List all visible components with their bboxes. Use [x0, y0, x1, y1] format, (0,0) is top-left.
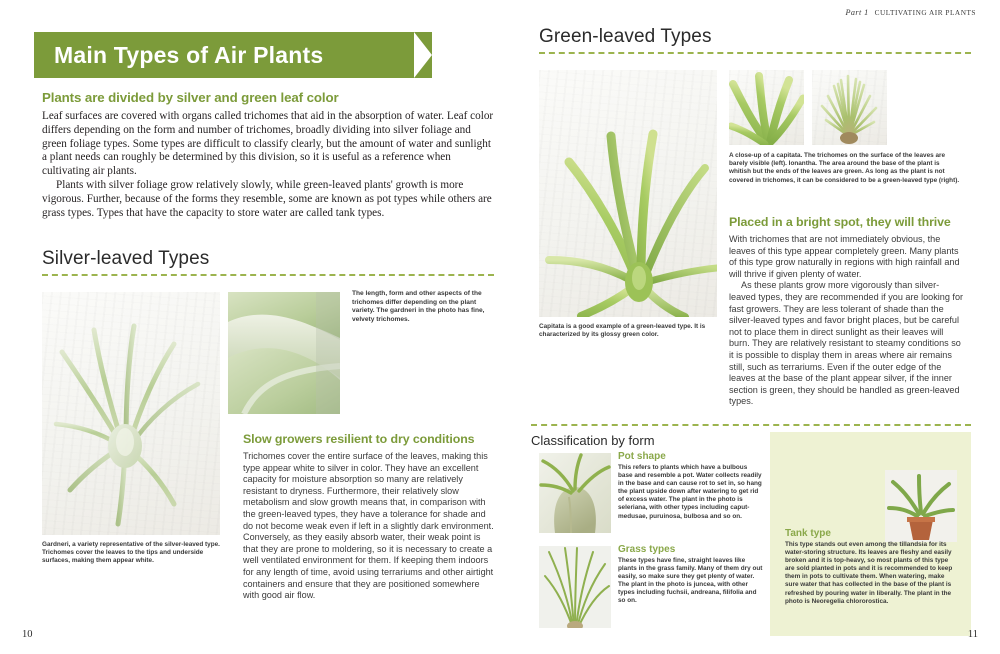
capitata-illustration	[729, 70, 804, 145]
grass-type-illustration	[539, 546, 611, 628]
page-number-right: 11	[967, 629, 978, 640]
silver-photo-caption: Gardneri, a variety representative of the silver-leaved type. Trichomes cover the leaves to the tips and underside surfaces, making them appear white.	[42, 541, 220, 565]
green-section-divider	[539, 52, 971, 54]
trichome-closeup-photo	[228, 292, 340, 414]
classification-title: Classification by form	[531, 433, 655, 448]
silver-section-header	[42, 248, 494, 276]
capitata-photo	[729, 70, 804, 145]
capitata-ionantha-caption: A close-up of a capitata. The trichomes on the surface of the leaves are barely visible (left). Ionantha. The area around the base of the plant is whitish but the ends of the leaves are green. As long as the plant is not covered in trichomes, it can be considered to be a green-leaved type (right).	[729, 152, 960, 184]
bright-spot-paragraph-2: As these plants grow more vigorously than silver-leaved types, they are recommended if you are looking for fast growers. They are less tolerant of shade than the silver-leaved types and favor bright places, but be careful not to place them in direct sunlight as their leaves will burn. They are relatively resistant to steamy conditions so it is possible to display them in areas where air remains still, such as terrariums. Even if the outer edge of the leaves at the base of the plant appear silver, if the inner section is green, they should be handled as green-leaved types.	[729, 280, 964, 407]
running-head	[845, 8, 976, 17]
intro-heading: Plants are divided by silver and green leaf color	[42, 90, 339, 105]
grass-types-heading: Grass types	[618, 544, 676, 555]
silver-plant-illustration	[42, 292, 220, 535]
green-section-header	[539, 26, 971, 54]
ionantha-illustration	[812, 70, 887, 145]
intro-paragraph-2: Plants with silver foliage grow relatively slowly, while green-leaved plants' growth is more vigorous. Further, because of the forms they resemble, some are known as pot types while others are grass types. Types that have the capacity to store water are called tank types.	[42, 178, 492, 219]
silver-section-divider	[42, 274, 494, 276]
form-pot-shape	[618, 451, 763, 521]
slow-growers-paragraph: Trichomes cover the entire surface of the leaves, making this type appear white to silver in color. They have an excellent capacity for moisture absorption so many are relatively resistant to dryness. Furthermore, their relatively slow metabolism and slow growth means that, in comparison with the green-leaved types, they have a tolerance for shade and do not become weak even if left in a slightly dark environment. Conversely, as they easily absorb water, their weak point is that they are prone to moldering, so it is necessary to create a well ventilated environment for them. If keeping them indoors for any length of time, avoid using terrariums and other airtight containers and ensure that they are positioned somewhere with good air flow.	[243, 451, 494, 601]
grass-type-photo	[539, 546, 611, 628]
chapter-title: Main Types of Air Plants	[54, 41, 324, 68]
intro-block	[42, 90, 494, 220]
banner-arrow-notch	[414, 32, 432, 78]
silver-plant-photo	[42, 292, 220, 535]
running-head-section: CULTIVATING AIR PLANTS	[874, 8, 976, 17]
bright-spot-paragraph-1: With trichomes that are not immediately obvious, the leaves of this type appear completely green. Many plants of this type grow naturally in regions with high rainfall and will thrive if given plenty of water.	[729, 234, 960, 279]
grass-types-text: These types have fine, straight leaves like plants in the grass family. Many of them dry out easily, so make sure they get plenty of water. The plant in the photo is juncea, with other types including fuchsii, andreana, filifolia and so on.	[618, 557, 763, 605]
bright-spot-block	[729, 215, 965, 408]
tank-type-heading: Tank type	[785, 528, 831, 539]
slow-growers-heading: Slow growers resilient to dry conditions	[243, 432, 475, 446]
trichome-note: The length, form and other aspects of the trichomes differ depending on the plant variety. The gardneri in the photo has fine, velvety trichomes.	[352, 290, 485, 323]
capitata-caption: Capitata is a good example of a green-leaved type. It is characterized by its glossy green color.	[539, 323, 706, 339]
slow-growers-block	[243, 432, 495, 602]
form-grass-types	[618, 544, 763, 606]
silver-section-title: Silver-leaved Types	[42, 248, 210, 269]
classification-divider	[531, 424, 971, 426]
pot-shape-heading: Pot shape	[618, 451, 666, 462]
form-tank-type	[785, 528, 955, 606]
green-plant-illustration	[539, 70, 717, 317]
bright-spot-heading: Placed in a bright spot, they will thrive	[729, 215, 951, 229]
running-head-part: Part 1	[845, 8, 869, 17]
chapter-banner	[34, 32, 414, 78]
pot-shape-photo	[539, 453, 611, 533]
green-section-title: Green-leaved Types	[539, 26, 712, 47]
trichome-illustration	[228, 292, 340, 414]
intro-paragraph-1: Leaf surfaces are covered with organs called trichomes that aid in the absorption of water. Leaf color differs depending on the form and number of trichomes, broadly dividing into silver foliage and green foliage types. Some types are difficult to classify clearly, but the amount of water and sunlight a plant needs can roughly be determined by this division, so it is useful as a reference when cultivating air plants.	[42, 110, 494, 178]
ionantha-photo	[812, 70, 887, 145]
green-plant-photo	[539, 70, 717, 317]
pot-shape-illustration	[539, 453, 611, 533]
page-number-left: 10	[22, 629, 33, 640]
pot-shape-text: This refers to plants which have a bulbous base and resemble a pot. Water collects readily in the base and can cause rot to set in, so hang the plant upside down after watering to get rid of excess water. The plant in the photo is seleriana, with other types including caput-medusae, puruinosa, bulbosa and so on.	[618, 464, 762, 520]
tank-type-text: This type stands out even among the tillandsia for its water-storing structure. Its leaves are fleshy and easily broken and it is top-heavy, so most plants of this type are sold planted in pots and it is recommended to keep them in pots to cultivate them. When watering, make sure water that has collected in the base of the plant is refreshed by pouring water in liberally. The plant in the photo is Neoregelia chlororostica.	[785, 541, 953, 605]
